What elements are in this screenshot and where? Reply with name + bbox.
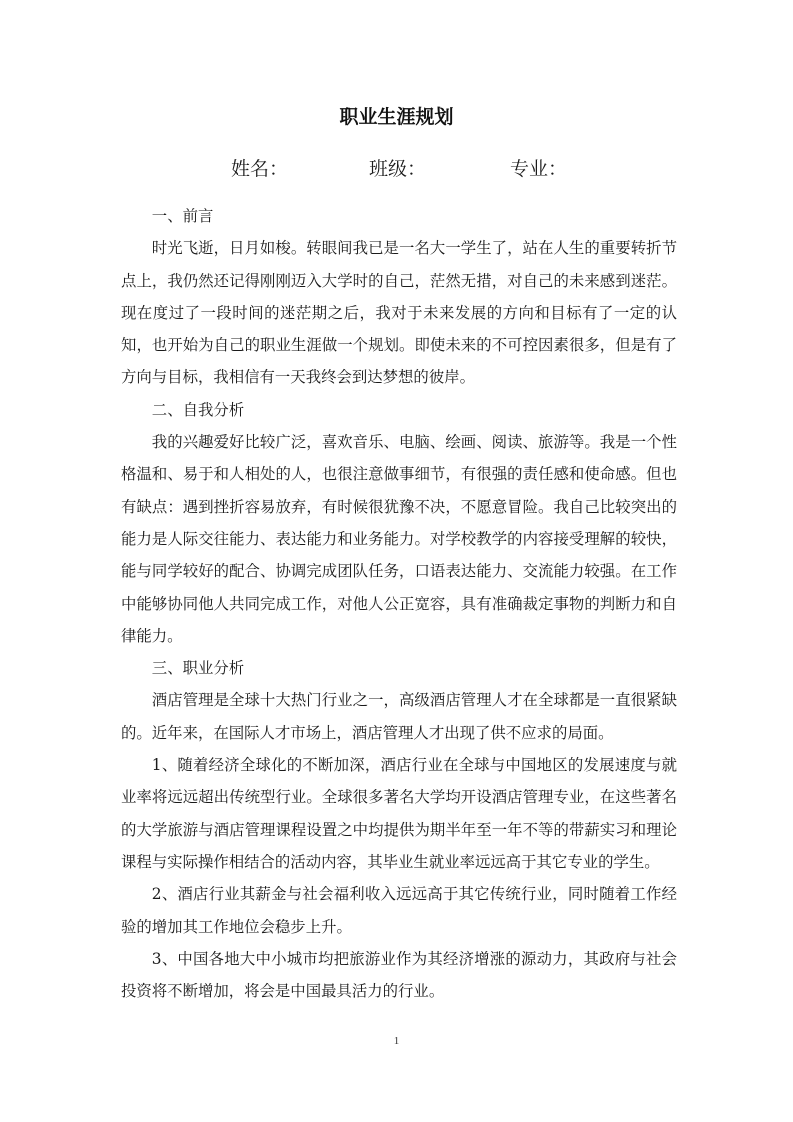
paragraph-career-point-1: 1、随着经济全球化的不断加深，酒店行业在全球与中国地区的发展速度与就业率将远远超出传统型行业。全球很多著名大学均开设酒店管理专业，在这些著名的大学旅游与酒店管理课程设置之中均提供为期半年至一年不等的带薪实习和理论课程与实际操作相结合的活动内容，其毕业生就业率远远高于其它专业的学生。 bbox=[121, 756, 677, 871]
document-body bbox=[121, 200, 677, 1007]
section-heading-preface: 一、前言 bbox=[151, 207, 214, 225]
paragraph-self-analysis: 我的兴趣爱好比较广泛，喜欢音乐、电脑、绘画、阅读、旅游等。我是一个性格温和、易于和人相处的人，也很注意做事细节，有很强的责任感和使命感。但也有缺点：遇到挫折容易放弃，有时候很犹豫不决，不愿意冒险。我自己比较突出的能力是人际交往能力、表达能力和业务能力。对学校教学的内容接受理解的较快，能与同学较好的配合、协调完成团队任务，口语表达能力、交流能力较强。在工作中能够协同他人共同完成工作，对他人公正宽容，具有准确裁定事物的判断力和自律能力。 bbox=[121, 433, 677, 645]
paragraph-career-intro: 酒店管理是全球十大热门行业之一，高级酒店管理人才在全球都是一直很紧缺的。近年来，在国际人才市场上，酒店管理人才出现了供不应求的局面。 bbox=[121, 691, 677, 742]
name-field-label: 姓名： bbox=[231, 158, 289, 180]
paragraph-career-point-2: 2、酒店行业其薪金与社会福利收入远远高于其它传统行业，同时随着工作经验的增加其工作地位会稳步上升。 bbox=[121, 885, 677, 936]
class-field-label: 班级： bbox=[369, 158, 427, 180]
paragraph-preface: 时光飞逝，日月如梭。转眼间我已是一名大一学生了，站在人生的重要转折节点上，我仍然还记得刚刚迈入大学时的自己，茫然无措，对自己的未来感到迷茫。现在度过了一段时间的迷茫期之后，我对于未来发展的方向和目标有了一定的认知，也开始为自己的职业生涯做一个规划。即使未来的不可控因素很多，但是有了方向与目标，我相信有一天我终会到达梦想的彼岸。 bbox=[121, 239, 677, 387]
section-heading-self-analysis: 二、自我分析 bbox=[151, 400, 245, 419]
document-title: 职业生涯规划 bbox=[339, 106, 454, 128]
student-info-row bbox=[0, 154, 793, 184]
major-field-label: 专业： bbox=[510, 158, 568, 180]
section-heading-career-analysis: 三、职业分析 bbox=[151, 659, 245, 678]
page-number: 1 bbox=[393, 1035, 400, 1047]
paragraph-career-point-3: 3、中国各地大中小城市均把旅游业作为其经济增涨的源动力，其政府与社会投资将不断增加，将会是中国最具活力的行业。 bbox=[121, 949, 677, 1001]
